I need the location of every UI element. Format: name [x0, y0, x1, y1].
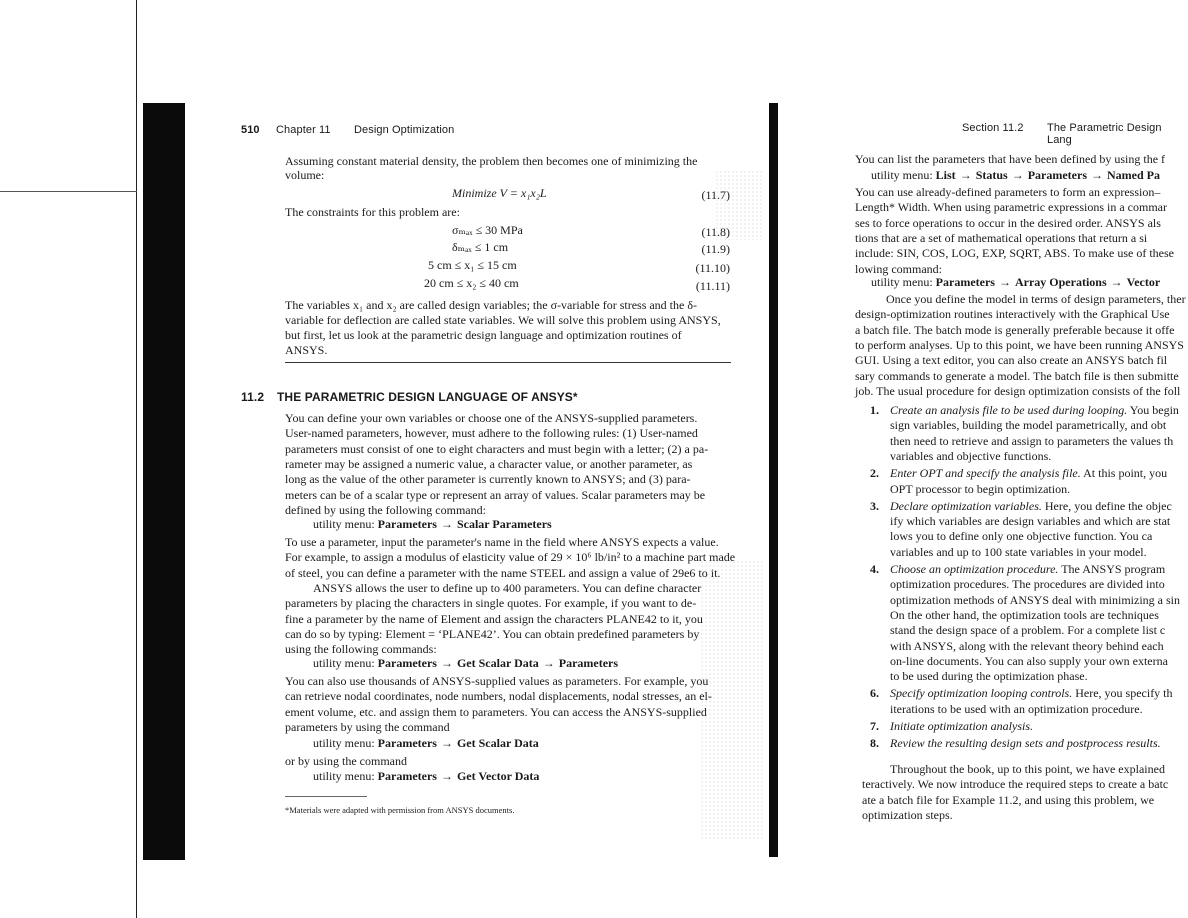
- text-line: ate a batch file for Example 11.2, and using this problem, we: [862, 792, 1155, 807]
- list-item-text: Specify optimization looping controls. Here, you specify th: [890, 686, 1173, 701]
- list-item-text: Initiate optimization analysis.: [890, 719, 1033, 733]
- list-item: [870, 719, 1033, 734]
- text-line: design-optimization routines interactively with the Graphical Use: [855, 307, 1170, 322]
- list-item-text: Enter OPT and specify the analysis file. At this point, you: [890, 466, 1168, 481]
- left-edge-line: [136, 0, 137, 918]
- text-line: teractively. We now introduce the required steps to create a batc: [862, 777, 1169, 792]
- text-line: using the following commands:: [285, 642, 437, 657]
- list-item-continuation: variables and objective functions.: [890, 448, 1052, 463]
- text-line: can do so by typing: Element = ‘PLANE42’. You can obtain predefined parameters by: [285, 626, 700, 641]
- list-item-number: 4.: [870, 562, 879, 576]
- list-item-number: 2.: [870, 466, 879, 481]
- list-item-continuation: variables and up to 100 state variables in your model.: [890, 544, 1147, 559]
- text-line: fine a parameter by the name of Element and assign the characters PLANE42 to it, you: [285, 611, 703, 626]
- text-line: sary commands to generate a model. The batch file is then submitte: [855, 368, 1179, 383]
- text-line: You can also use thousands of ANSYS-supplied values as parameters. For example, you: [285, 674, 709, 688]
- text-line: User-named parameters, however, must adhere to the following rules: (1) User-named: [285, 426, 698, 441]
- text-line: meters can be of a scalar type or represent an array of values. Scalar parameters may be: [285, 487, 706, 502]
- top-left-rule: [0, 191, 137, 192]
- list-item: [870, 562, 1165, 577]
- list-item-continuation: optimization procedures. The procedures are divided into: [890, 577, 1165, 592]
- section-header-label: Section 11.2: [962, 122, 1024, 134]
- list-item-number: 8.: [870, 736, 879, 751]
- text-line: parameters by placing the characters in single quotes. For example, if you want to de-: [285, 596, 697, 611]
- equation-number: (11.10): [695, 261, 730, 275]
- text-line: lowing command:: [855, 261, 942, 276]
- chapter-title: Design Optimization: [354, 124, 455, 136]
- text-line: GUI. Using a text editor, you can also create an ANSYS batch fil: [855, 353, 1168, 368]
- equation-number: (11.9): [701, 242, 730, 256]
- list-item-continuation: on-line documents. You can also supply your own externa: [890, 653, 1168, 668]
- text-line: of steel, you can define a parameter with the name STEEL and assign a value of 29e6 to it.: [285, 565, 721, 580]
- text-line: ANSYS allows the user to define up to 400 parameters. You can define character: [313, 581, 702, 595]
- footnote-rule: [285, 796, 367, 797]
- equation-number: (11.7): [701, 188, 730, 202]
- section-title: THE PARAMETRIC DESIGN LANGUAGE OF ANSYS*: [277, 390, 578, 404]
- list-item: [870, 499, 1172, 514]
- list-item-continuation: On the other hand, the optimization tools are techniques: [890, 607, 1159, 622]
- menu-path-get-vector-data: utility menu: Parameters → Get Vector Data: [313, 769, 540, 783]
- menu-path-get-scalar-data: utility menu: Parameters → Get Scalar Data: [313, 736, 539, 750]
- footnote: *Materials were adapted with permission from ANSYS documents.: [285, 805, 515, 815]
- variables-line: but first, let us look at the parametric design language and optimization routines of: [285, 328, 682, 342]
- list-item-continuation: lows you to define only one objective function. You ca: [890, 529, 1153, 544]
- list-item: [870, 466, 1167, 481]
- intro-line: volume:: [285, 168, 325, 182]
- equation-number: (11.8): [701, 225, 730, 239]
- list-item-number: 7.: [870, 719, 879, 733]
- list-item: [870, 686, 1173, 701]
- text-line: defined by using the following command:: [285, 502, 486, 517]
- center-spine: [769, 103, 778, 857]
- text-line: parameters must consist of one to eight characters and must begin with a letter; (2) a pa-: [285, 441, 709, 456]
- list-item-continuation: then need to retrieve and assign to parameters the values th: [890, 433, 1174, 448]
- text-line: long as the value of the other parameter is currently known to ANSYS; and (3) para-: [285, 472, 691, 487]
- list-item-text: Declare optimization variables. Here, you define the objec: [890, 498, 1172, 513]
- section-header-title: The Parametric Design Lang: [1047, 122, 1162, 146]
- list-item-continuation: sign variables, building the model parametrically, and obt: [890, 418, 1167, 433]
- text-line: ement volume, etc. and assign them to parameters. You can access the ANSYS-supplied: [285, 704, 707, 719]
- variables-line: ANSYS.: [285, 343, 328, 357]
- list-item-continuation: iterations to be used with an optimization procedure.: [890, 701, 1143, 716]
- constraint-equation: δₘₐₓ ≤ 1 cm: [452, 240, 509, 254]
- text-line: Length* Width. When using parametric expressions in a commar: [855, 200, 1167, 215]
- intro-line: Assuming constant material density, the problem then becomes one of minimizing the: [285, 154, 698, 168]
- section-number: 11.2: [241, 390, 265, 404]
- list-item-text: Review the resulting design sets and postprocess results.: [890, 736, 1161, 751]
- list-item-number: 1.: [870, 403, 879, 417]
- list-item: [870, 403, 1179, 418]
- list-item-number: 6.: [870, 686, 879, 701]
- list-item-text: Choose an optimization procedure. The ANSYS program: [890, 562, 1166, 576]
- list-line: You can list the parameters that have been defined by using the f: [855, 152, 1166, 166]
- text-line: optimization steps.: [862, 807, 953, 822]
- text-line: can retrieve nodal coordinates, node numbers, nodal displacements, nodal stresses, an el-: [285, 689, 712, 704]
- chapter-label: Chapter 11: [276, 124, 331, 136]
- text-line: to perform analyses. Up to this point, we have been running ANSYS: [855, 337, 1184, 352]
- text-line: Once you define the model in terms of design parameters, ther: [886, 292, 1186, 306]
- section-rule: [285, 362, 731, 363]
- text-line: You can use already-defined parameters to form an expression–: [855, 185, 1161, 199]
- page-number: 510: [241, 124, 260, 136]
- text-line: a batch file. The batch mode is generally preferable because it offe: [855, 322, 1175, 337]
- variables-line: The variables x₁ and x₂ are called design variables; the σ-variable for stress and the δ-: [285, 298, 697, 312]
- list-item-continuation: with ANSYS, along with the relevant theory behind each: [890, 638, 1164, 653]
- left-binding-shadow: [143, 103, 185, 860]
- list-item-text: Create an analysis file to be used during looping. You begin: [890, 403, 1179, 417]
- text-line: tions that are a set of mathematical operations that return a si: [855, 230, 1148, 245]
- menu-path-list-parameters: utility menu: List → Status → Parameters → Named Pa: [871, 168, 1160, 182]
- text-line: include: SIN, COS, LOG, EXP, SQRT, ABS. To make use of these: [855, 246, 1174, 261]
- list-item-continuation: to be used during the optimization phase.: [890, 669, 1088, 684]
- equation-number: (11.11): [695, 279, 730, 293]
- text-line: To use a parameter, input the parameter's name in the field where ANSYS expects a value.: [285, 535, 719, 549]
- menu-path-get-scalar-parameters: utility menu: Parameters → Get Scalar Data → Parameters: [313, 656, 619, 670]
- text-line: parameters by using the command: [285, 719, 450, 734]
- text-line: ses to force operations to occur in the desired order. ANSYS als: [855, 215, 1161, 230]
- text-line: For example, to assign a modulus of elasticity value of 29 × 10⁶ lb/in² to a machine part made: [285, 550, 736, 565]
- list-item-continuation: stand the design space of a problem. For a complete list c: [890, 623, 1166, 638]
- menu-path-scalar-parameters: utility menu: Parameters → Scalar Parameters: [313, 517, 552, 531]
- text-line: You can define your own variables or choose one of the ANSYS-supplied parameters.: [285, 411, 698, 425]
- or-line: or by using the command: [285, 754, 407, 768]
- constraint-equation: σₘₐₓ ≤ 30 MPa: [452, 223, 523, 237]
- variables-line: variable for deflection are called state variables. We will solve this problem using ANSYS,: [285, 313, 721, 327]
- constraint-equation: 5 cm ≤ x₁ ≤ 15 cm: [428, 258, 517, 272]
- list-item-number: 3.: [870, 498, 879, 513]
- list-item: [870, 736, 1161, 751]
- text-line: rameter may be assigned a numeric value, a character value, or another parameter, as: [285, 456, 693, 471]
- list-item-continuation: optimization methods of ANSYS deal with minimizing a sin: [890, 592, 1180, 607]
- text-line: job. The usual procedure for design optimization consists of the foll: [855, 383, 1181, 398]
- list-item-continuation: OPT processor to begin optimization.: [890, 481, 1071, 496]
- list-item-continuation: ify which variables are design variables and which are stat: [890, 514, 1171, 529]
- constraints-intro: The constraints for this problem are:: [285, 205, 460, 219]
- text-line: Throughout the book, up to this point, we have explained: [890, 762, 1165, 776]
- objective-equation: Minimize V = x₁x₂L: [452, 186, 547, 200]
- constraint-equation: 20 cm ≤ x₂ ≤ 40 cm: [424, 276, 519, 290]
- menu-path-array-operations: utility menu: Parameters → Array Operations → Vector: [871, 275, 1161, 289]
